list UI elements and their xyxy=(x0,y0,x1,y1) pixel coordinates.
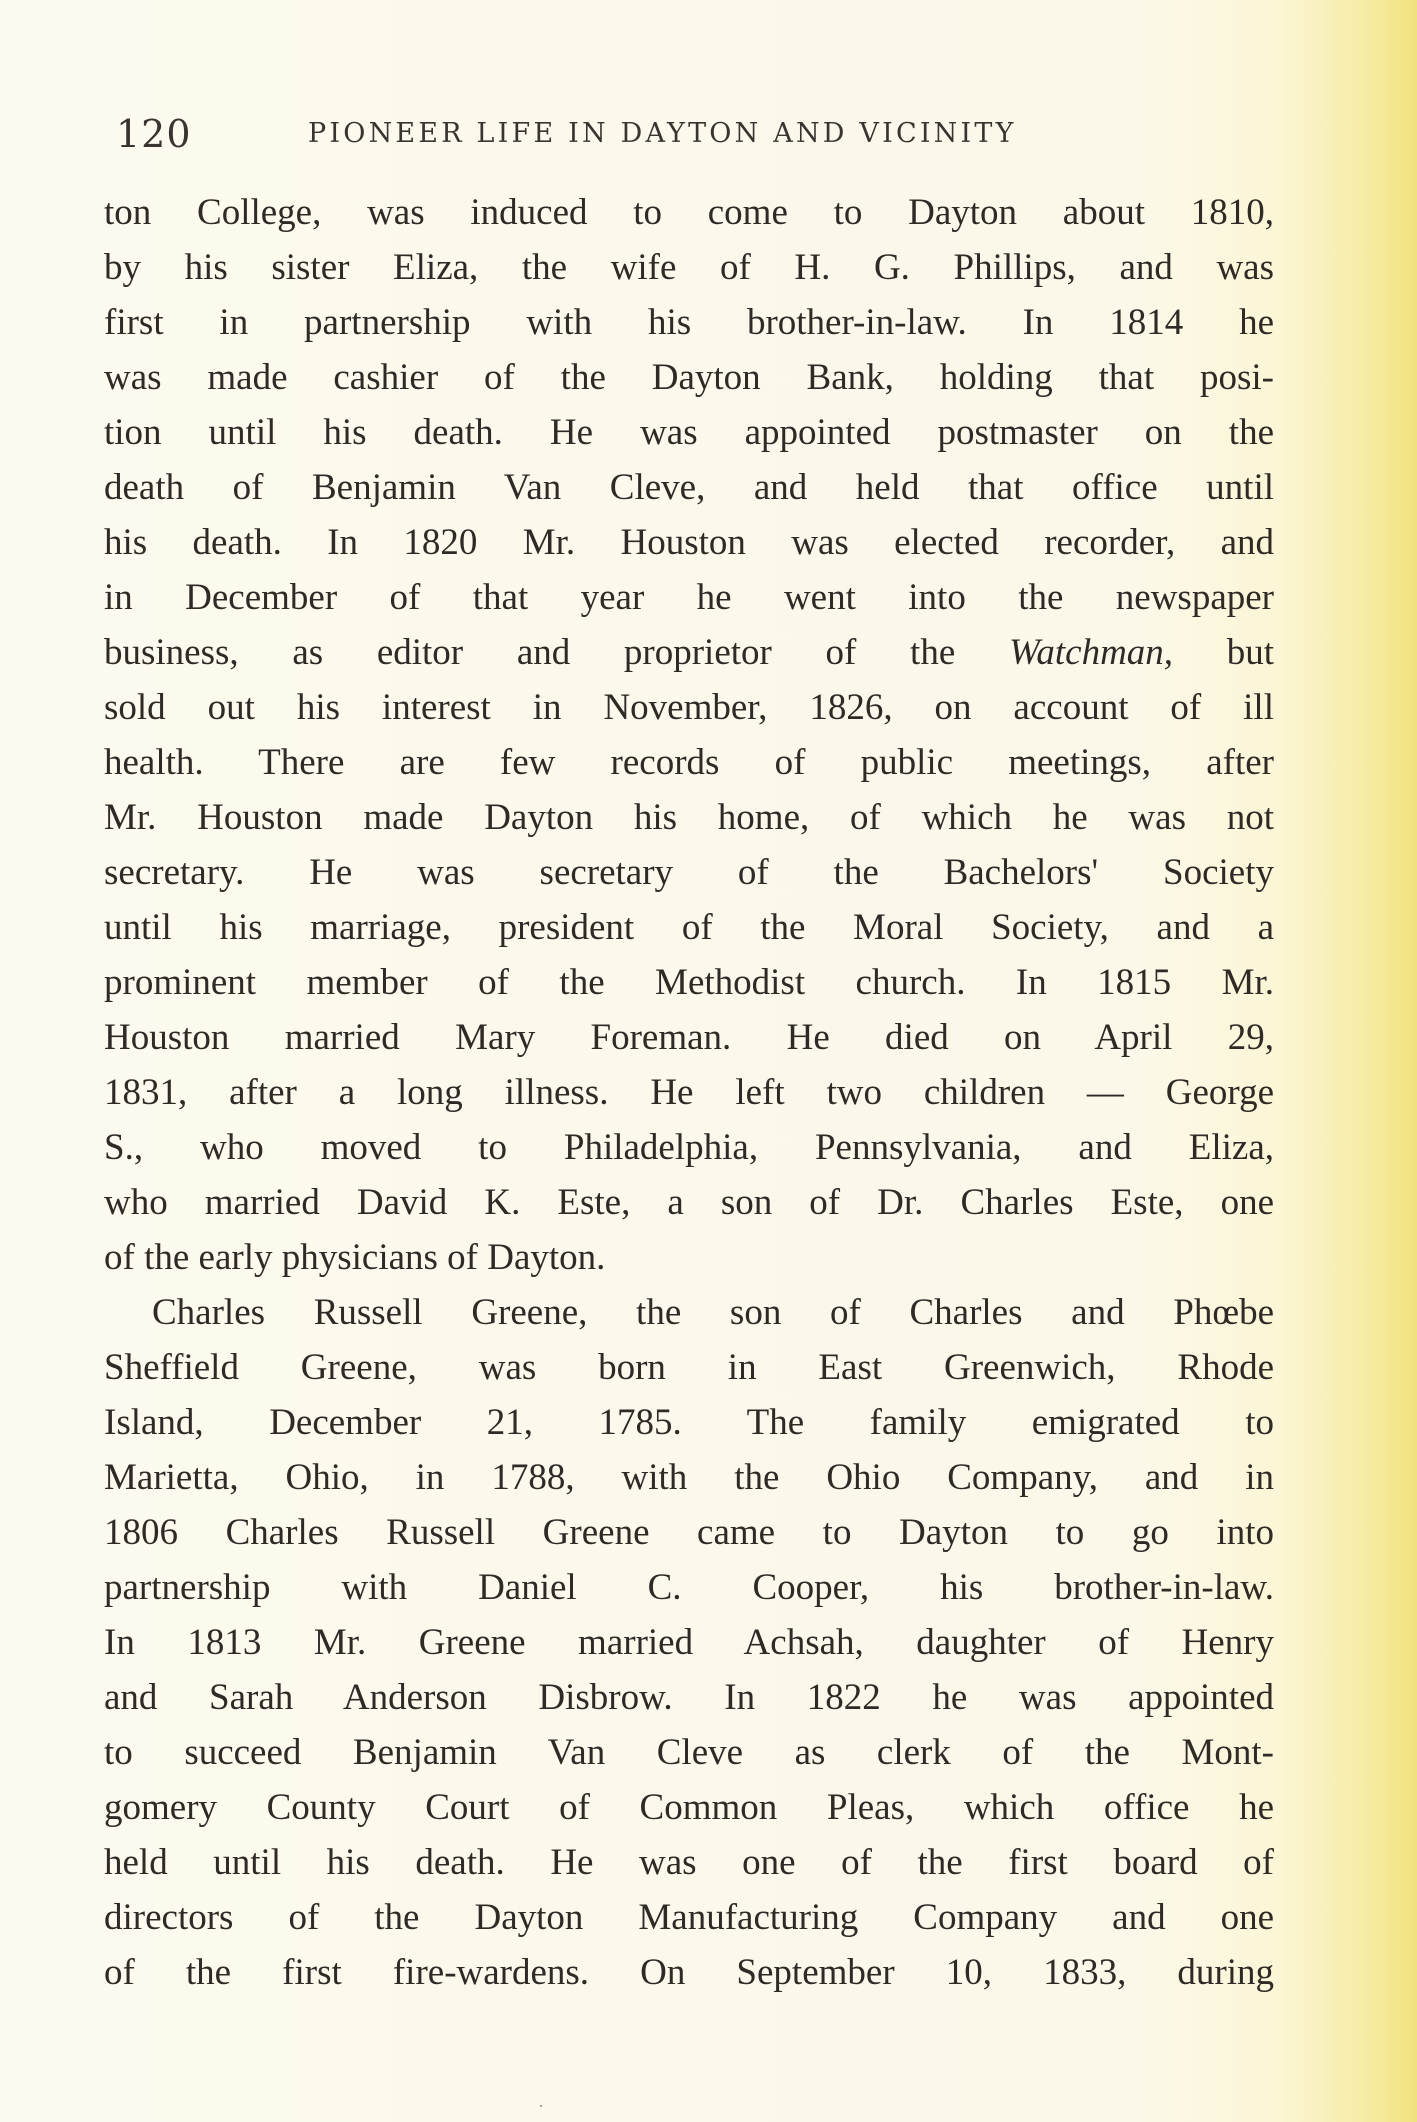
text-line: secretary. He was secretary of the Bachelors' Society xyxy=(104,852,1274,893)
text-line: death of Benjamin Van Cleve, and held that office until xyxy=(104,467,1274,508)
text-line: partnership with Daniel C. Cooper, his brother-in-law. xyxy=(104,1567,1274,1608)
text-line: 1806 Charles Russell Greene came to Dayton to go into xyxy=(104,1512,1274,1553)
text-line: gomery County Court of Common Pleas, which office he xyxy=(104,1787,1274,1828)
text-line: In 1813 Mr. Greene married Achsah, daughter of Henry xyxy=(104,1622,1274,1663)
text-line: was made cashier of the Dayton Bank, holding that posi- xyxy=(104,357,1274,398)
page-header xyxy=(98,112,1114,162)
text-line: to succeed Benjamin Van Cleve as clerk of the Mont- xyxy=(104,1732,1274,1773)
paper-speck xyxy=(540,2105,542,2107)
newspaper-title: Watchman, xyxy=(1008,632,1174,673)
text-line-with-italic xyxy=(104,625,1274,680)
text-line: 1831, after a long illness. He left two children — George xyxy=(104,1072,1274,1113)
text-line: first in partnership with his brother-in-law. In 1814 he xyxy=(104,302,1274,343)
text-line: tion until his death. He was appointed postmaster on the xyxy=(104,412,1274,453)
text-line: directors of the Dayton Manufacturing Company and one xyxy=(104,1897,1274,1938)
paragraph-start-line: Charles Russell Greene, the son of Charles and Phœbe xyxy=(152,1292,1274,1333)
text-line: sold out his interest in November, 1826, on account of ill xyxy=(104,687,1274,728)
text-line: Island, December 21, 1785. The family emigrated to xyxy=(104,1402,1274,1443)
text-line: prominent member of the Methodist church. In 1815 Mr. xyxy=(104,962,1274,1003)
text-line: by his sister Eliza, the wife of H. G. Phillips, and was xyxy=(104,247,1274,288)
running-title: PIONEER LIFE IN DAYTON AND VICINITY xyxy=(308,118,1017,149)
text-line: held until his death. He was one of the first board of xyxy=(104,1842,1274,1883)
text-line: health. There are few records of public meetings, after xyxy=(104,742,1274,783)
text-line: ton College, was induced to come to Dayton about 1810, xyxy=(104,192,1274,233)
page-number: 120 xyxy=(116,112,192,156)
text-line: Marietta, Ohio, in 1788, with the Ohio Company, and in xyxy=(104,1457,1274,1498)
text-line: in December of that year he went into the newspaper xyxy=(104,577,1274,618)
text-span: but xyxy=(1173,632,1274,673)
text-line: Houston married Mary Foreman. He died on April 29, xyxy=(104,1017,1274,1058)
text-line: of the first fire-wardens. On September 10, 1833, during xyxy=(104,1952,1274,1993)
text-span: business, as editor and proprietor of the xyxy=(104,632,1009,673)
paragraph-end-line: of the early physicians of Dayton. xyxy=(104,1237,606,1278)
text-line: S., who moved to Philadelphia, Pennsylvania, and Eliza, xyxy=(104,1127,1274,1168)
text-line: Mr. Houston made Dayton his home, of which he was not xyxy=(104,797,1274,838)
text-line: who married David K. Este, a son of Dr. Charles Este, one xyxy=(104,1182,1274,1223)
body-text xyxy=(104,185,1274,2000)
text-line: and Sarah Anderson Disbrow. In 1822 he was appointed xyxy=(104,1677,1274,1718)
text-line: his death. In 1820 Mr. Houston was elected recorder, and xyxy=(104,522,1274,563)
text-line: until his marriage, president of the Moral Society, and a xyxy=(104,907,1274,948)
text-line: Sheffield Greene, was born in East Greenwich, Rhode xyxy=(104,1347,1274,1388)
